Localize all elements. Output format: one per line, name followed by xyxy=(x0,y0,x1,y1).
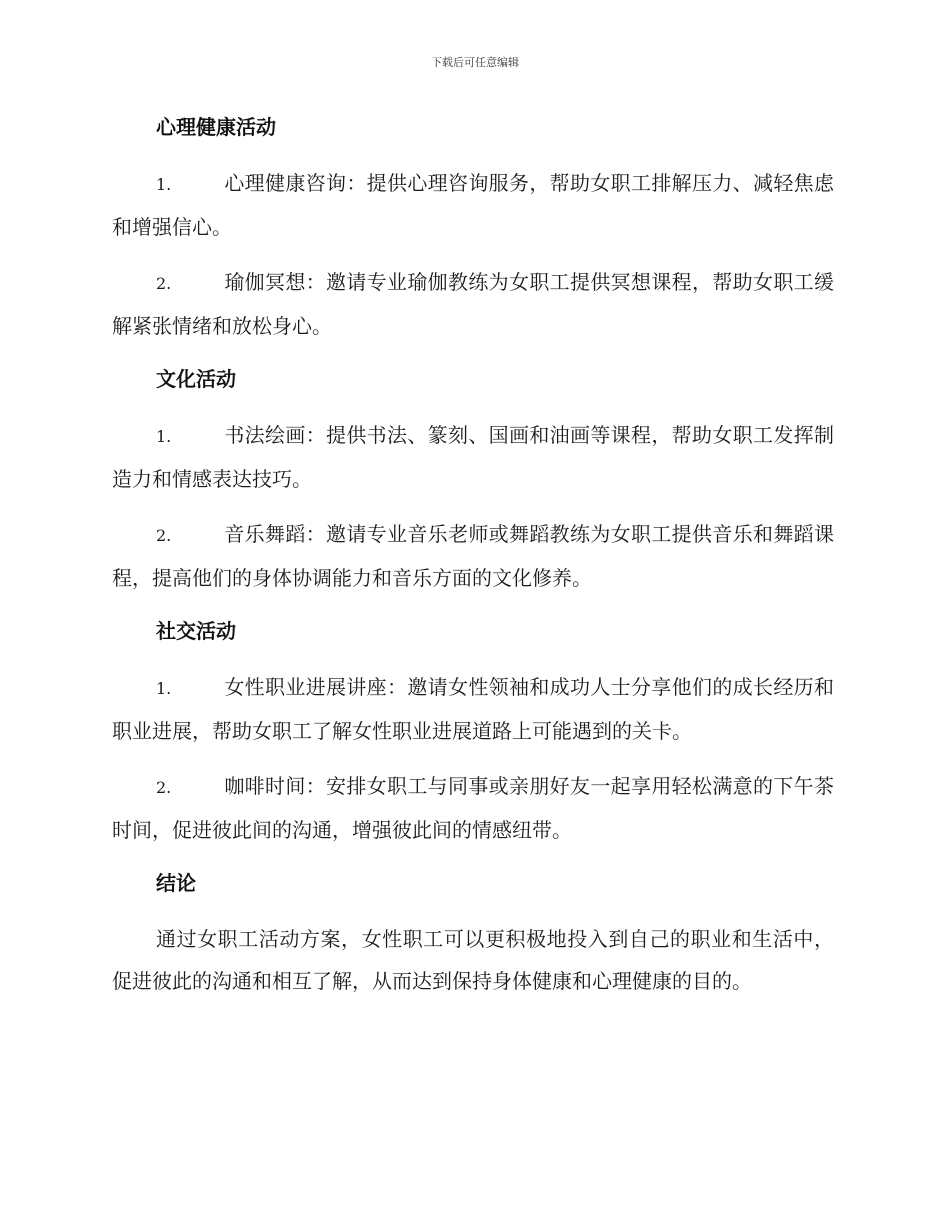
list-item xyxy=(112,261,834,347)
item-number: 2. xyxy=(156,778,172,797)
document-content xyxy=(112,108,834,1002)
list-item xyxy=(112,414,834,500)
section-mental-health xyxy=(112,108,834,347)
list-item xyxy=(112,666,834,752)
section-heading: 心理健康活动 xyxy=(156,115,276,139)
item-number: 1. xyxy=(156,427,172,446)
section-heading: 文化活动 xyxy=(156,367,236,391)
list-item xyxy=(112,765,834,851)
list-item xyxy=(112,513,834,599)
section-heading: 结论 xyxy=(156,871,196,895)
item-text: 书法绘画：提供书法、篆刻、国画和油画等课程，帮助女职工发挥制造力和情感表达技巧。 xyxy=(112,423,834,491)
section-culture xyxy=(112,360,834,599)
item-text: 女性职业进展讲座：邀请女性领袖和成功人士分享他们的成长经历和职业进展，帮助女职工了解女性职业进展道路上可能遇到的关卡。 xyxy=(112,675,834,743)
item-number: 2. xyxy=(156,526,172,545)
item-text: 心理健康咨询：提供心理咨询服务，帮助女职工排解压力、减轻焦虑和增强信心。 xyxy=(112,171,834,239)
item-number: 1. xyxy=(156,175,172,194)
list-item xyxy=(112,162,834,248)
item-text: 音乐舞蹈：邀请专业音乐老师或舞蹈教练为女职工提供音乐和舞蹈课程，提高他们的身体协调能力和音乐方面的文化修养。 xyxy=(112,522,834,590)
item-text: 瑜伽冥想：邀请专业瑜伽教练为女职工提供冥想课程，帮助女职工缓解紧张情绪和放松身心。 xyxy=(112,270,834,338)
section-social xyxy=(112,612,834,851)
item-text: 咖啡时间：安排女职工与同事或亲朋好友一起享用轻松满意的下午茶时间，促进彼此间的沟通，增强彼此间的情感纽带。 xyxy=(112,774,834,842)
item-number: 1. xyxy=(156,679,172,698)
item-number: 2. xyxy=(156,274,172,293)
conclusion-paragraph: 通过女职工活动方案，女性职工可以更积极地投入到自己的职业和生活中，促进彼此的沟通和相互了解，从而达到保持身体健康和心理健康的目的。 xyxy=(112,927,834,993)
section-heading: 社交活动 xyxy=(156,619,236,643)
header-note: 下载后可任意编辑 xyxy=(431,56,519,69)
section-conclusion xyxy=(112,864,834,1002)
